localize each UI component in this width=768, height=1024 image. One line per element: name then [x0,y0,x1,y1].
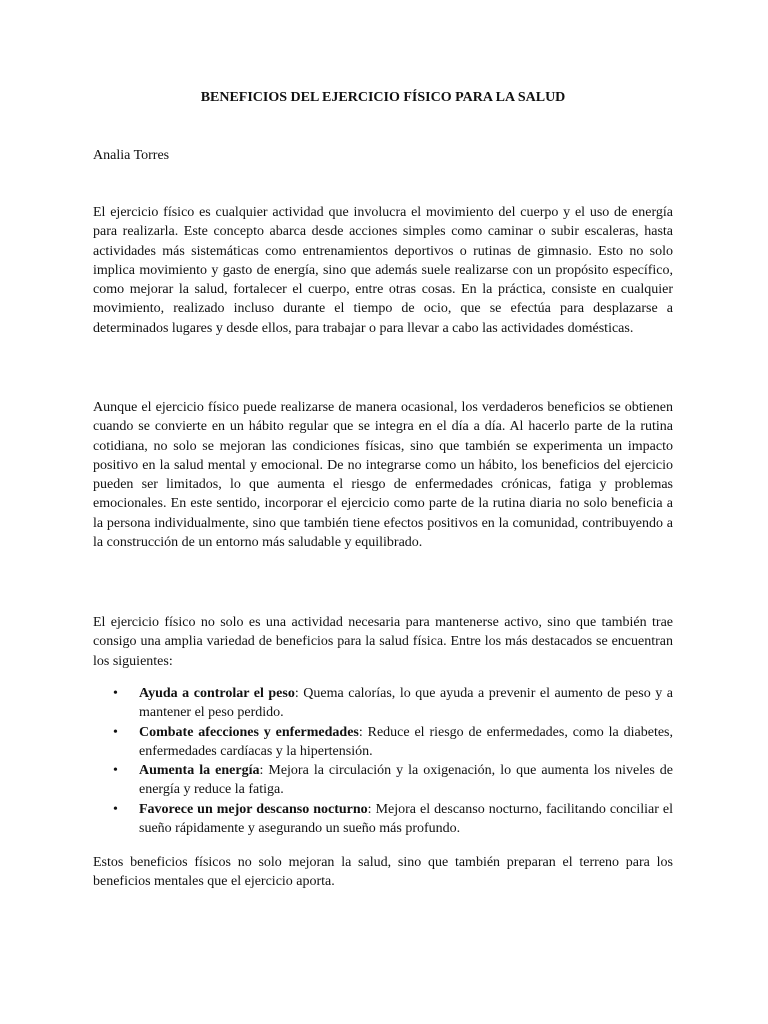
benefit-description: : Mejora la circulación y la oxigenación, lo que aumenta los niveles de energía y reduce la fatiga. [139,763,673,798]
benefit-description: : Quema calorías, lo que ayuda a prevenir el aumento de peso y a mantener el peso perdido. [139,686,674,721]
bullet-icon: • [113,686,118,701]
author-name: Analia Torres [93,148,170,163]
document-title: BENEFICIOS DEL EJERCICIO FÍSICO PARA LA SALUD [200,90,566,105]
list-item [93,761,673,800]
list-item [93,684,673,723]
bullet-icon: • [113,763,118,779]
benefit-term: Favorece un mejor descanso nocturno [139,801,368,817]
bullet-icon: • [113,801,118,817]
benefit-description: : Mejora el descanso nocturno, facilitando conciliar el sueño rápidamente y asegurando un sueño más profundo. [139,801,673,837]
benefit-term: Aumenta la energía [139,763,260,779]
paragraph-definition: El ejercicio físico es cualquier actividad que involucra el movimiento del cuerpo y el uso de energía para realizarla. Este concepto abarca desde acciones simples como caminar o subir escaleras, hasta actividades más sistemáticas como entrenamientos deportivos o rutinas de gimnasio. Esto no solo implica movimiento y gasto de energía, sino que además suele realizarse con un propósito específico, como mejorar la salud, fortalecer el cuerpo, entre otras cosas. En la práctica, consiste en cualquier movimiento, realizado incluso durante el tiempo de ocio, que se efectúa para desplazarse a determinados lugares y desde ellos, para trabajar o para llevar a cabo las actividades domésticas. [93,205,673,336]
benefits-list [93,684,673,838]
list-item [93,723,673,762]
benefit-term: Ayuda a controlar el peso [139,686,295,701]
benefit-term: Combate afecciones y enfermedades [139,724,359,740]
paragraph-benefits-intro: El ejercicio físico no solo es una actividad necesaria para mantenerse activo, sino que también trae consigo una amplia variedad de beneficios para la salud física. Entre los más destacados se encuentran los siguientes: [93,615,673,669]
bullet-icon: • [113,724,118,740]
paragraph-habit: Aunque el ejercicio físico puede realizarse de manera ocasional, los verdaderos beneficios se obtienen cuando se convierte en un hábito regular que se integra en el día a día. Al hacerlo parte de la rutina cotidiana, no solo se mejoran las condiciones físicas, sino que también se experimenta un impacto positivo en la salud mental y emocional. De no integrarse como un hábito, los beneficios del ejercicio pueden ser limitados, lo que aumenta el riesgo de enfermedades crónicas, fatiga y problemas emocionales. En este sentido, incorporar el ejercicio como parte de la rutina diaria no solo beneficia a la persona individualmente, sino que también tiene efectos positivos en la comunidad, contribuyendo a la construcción de un entorno más saludable y equilibrado. [93,400,673,551]
benefit-description: : Reduce el riesgo de enfermedades, como la diabetes, enfermedades cardíacas y la hipertensión. [139,724,673,759]
paragraph-closing: Estos beneficios físicos no solo mejoran la salud, sino que también preparan el terreno para los beneficios mentales que el ejercicio aporta. [93,855,673,890]
list-item [93,800,673,839]
